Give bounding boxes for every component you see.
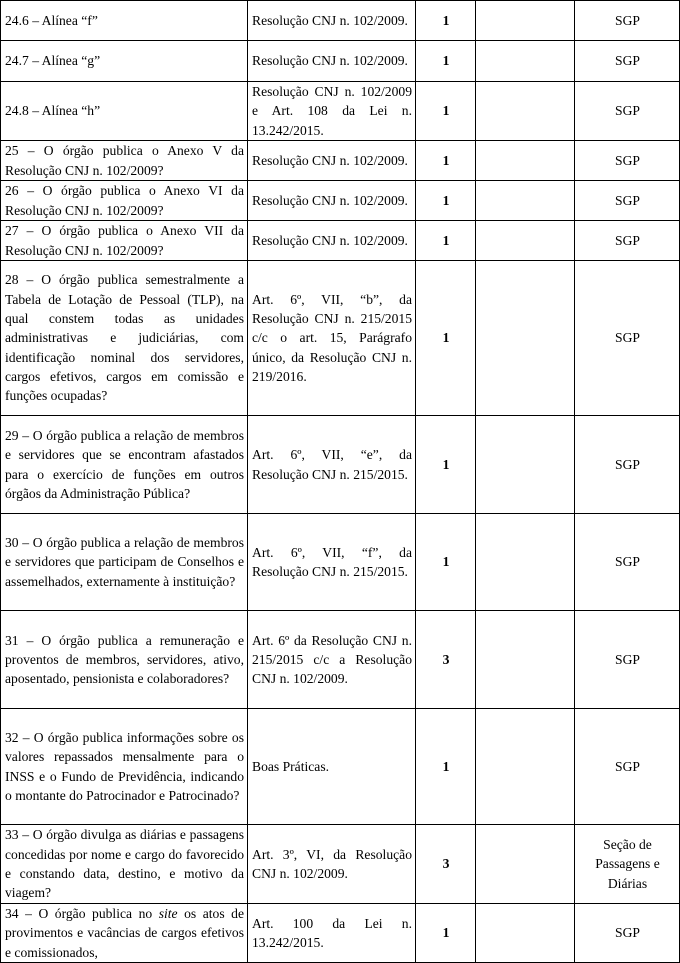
legal-basis: Art. 3º, VI, da Resolução CNJ n. 102/2009. — [248, 825, 416, 904]
score: 1 — [416, 141, 476, 181]
table-row — [1, 825, 680, 904]
table-row — [1, 514, 680, 611]
responsible-unit: SGP — [575, 904, 680, 963]
observation-cell — [476, 416, 575, 514]
responsible-unit: SGP — [575, 221, 680, 261]
item-description: 32 – O órgão publica informações sobre os valores repassados mensalmente para o INSS e o Fundo de Previdência, indicando o montante do Patrocinador e Patrocinado? — [1, 709, 248, 825]
observation-cell — [476, 181, 575, 221]
observation-cell — [476, 261, 575, 416]
score: 1 — [416, 181, 476, 221]
legal-basis: Resolução CNJ n. 102/2009. — [248, 1, 416, 41]
table-row — [1, 261, 680, 416]
score: 3 — [416, 611, 476, 709]
score: 1 — [416, 904, 476, 963]
item-description: 25 – O órgão publica o Anexo V da Resolução CNJ n. 102/2009? — [1, 141, 248, 181]
observation-cell — [476, 1, 575, 41]
item-description: 24.6 – Alínea “f” — [1, 1, 248, 41]
observation-cell — [476, 41, 575, 82]
legal-basis: Art. 6º, VII, “b”, da Resolução CNJ n. 215/2015 c/c o art. 15, Parágrafo único, da Resolução CNJ n. 219/2016. — [248, 261, 416, 416]
observation-cell — [476, 709, 575, 825]
observation-cell — [476, 141, 575, 181]
responsible-unit: SGP — [575, 82, 680, 141]
responsible-unit: Seção de Passagens e Diárias — [575, 825, 680, 904]
legal-basis: Resolução CNJ n. 102/2009. — [248, 141, 416, 181]
table-row — [1, 221, 680, 261]
responsible-unit: SGP — [575, 709, 680, 825]
table-row — [1, 82, 680, 141]
responsible-unit: SGP — [575, 416, 680, 514]
item-description: 26 – O órgão publica o Anexo VI da Resolução CNJ n. 102/2009? — [1, 181, 248, 221]
table-row — [1, 416, 680, 514]
table-row — [1, 904, 680, 963]
table-row — [1, 611, 680, 709]
legal-basis: Art. 6º, VII, “e”, da Resolução CNJ n. 215/2015. — [248, 416, 416, 514]
legal-basis: Resolução CNJ n. 102/2009. — [248, 221, 416, 261]
legal-basis: Art. 100 da Lei n. 13.242/2015. — [248, 904, 416, 963]
item-description: 34 – O órgão publica no site os atos de provimentos e vacâncias de cargos efetivos e comissionados, — [1, 904, 248, 963]
score: 1 — [416, 514, 476, 611]
score: 1 — [416, 221, 476, 261]
score: 1 — [416, 416, 476, 514]
table-row — [1, 1, 680, 41]
item-description: 24.8 – Alínea “h” — [1, 82, 248, 141]
legal-basis: Boas Práticas. — [248, 709, 416, 825]
legal-basis: Resolução CNJ n. 102/2009. — [248, 41, 416, 82]
responsible-unit: SGP — [575, 261, 680, 416]
item-description: 27 – O órgão publica o Anexo VII da Resolução CNJ n. 102/2009? — [1, 221, 248, 261]
item-description: 33 – O órgão divulga as diárias e passagens concedidas por nome e cargo do favorecido e constando data, destino, e motivo da viagem? — [1, 825, 248, 904]
observation-cell — [476, 611, 575, 709]
table-row — [1, 41, 680, 82]
site-italic-word: site — [158, 906, 178, 921]
table-row — [1, 141, 680, 181]
score: 1 — [416, 709, 476, 825]
observation-cell — [476, 514, 575, 611]
responsible-unit: SGP — [575, 1, 680, 41]
responsible-unit: SGP — [575, 141, 680, 181]
score: 1 — [416, 261, 476, 416]
legal-basis: Resolução CNJ n. 102/2009. — [248, 181, 416, 221]
legal-basis: Resolução CNJ n. 102/2009 e Art. 108 da Lei n. 13.242/2015. — [248, 82, 416, 141]
score: 1 — [416, 82, 476, 141]
score: 1 — [416, 41, 476, 82]
observation-cell — [476, 825, 575, 904]
legal-basis: Art. 6º da Resolução CNJ n. 215/2015 c/c a Resolução CNJ n. 102/2009. — [248, 611, 416, 709]
table-row — [1, 181, 680, 221]
responsible-unit: SGP — [575, 181, 680, 221]
observation-cell — [476, 82, 575, 141]
observation-cell — [476, 904, 575, 963]
item-description: 29 – O órgão publica a relação de membros e servidores que se encontram afastados para o exercício de funções em outros órgãos da Administração Pública? — [1, 416, 248, 514]
item-description: 28 – O órgão publica semestralmente a Tabela de Lotação de Pessoal (TLP), na qual constem todas as unidades administrativas e judiciárias, com identificação nominal dos servidores, cargos efetivos, cargos em comissão e funções ocupadas? — [1, 261, 248, 416]
responsible-unit: SGP — [575, 41, 680, 82]
table-row — [1, 709, 680, 825]
responsible-unit: SGP — [575, 611, 680, 709]
responsible-unit: SGP — [575, 514, 680, 611]
item-description: 24.7 – Alínea “g” — [1, 41, 248, 82]
score: 1 — [416, 1, 476, 41]
observation-cell — [476, 221, 575, 261]
item-description: 31 – O órgão publica a remuneração e proventos de membros, servidores, ativo, aposentado, pensionista e colaboradores? — [1, 611, 248, 709]
item-description: 30 – O órgão publica a relação de membros e servidores que participam de Conselhos e assemelhados, externamente à instituição? — [1, 514, 248, 611]
score: 3 — [416, 825, 476, 904]
legal-basis: Art. 6º, VII, “f”, da Resolução CNJ n. 215/2015. — [248, 514, 416, 611]
